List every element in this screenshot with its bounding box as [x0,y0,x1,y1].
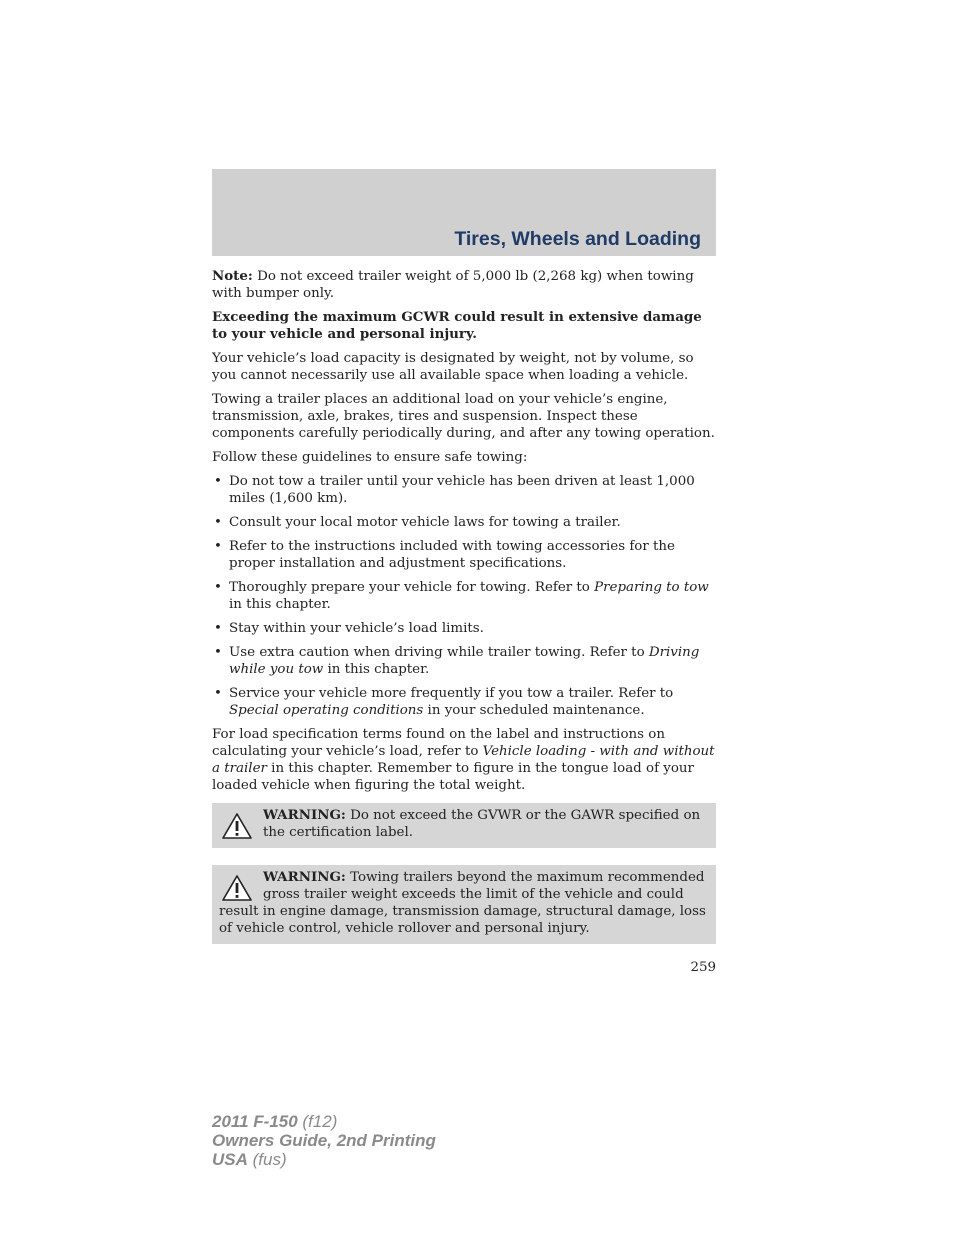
cross-reference: Vehicle loading - with and without a trailer [212,744,715,776]
towing-load-paragraph: Towing a trailer places an additional load on your vehicle’s engine, transmission, axle, brakes, tires and suspension. Inspect these components carefully periodically during, and after any towing operation. [212,392,715,441]
footer-line [212,1112,436,1131]
warning-box [212,865,716,944]
warning-triangle-icon [221,874,253,902]
cross-reference: Special operating conditions [229,703,424,718]
list-item [212,685,716,719]
gcwr-caution: Exceeding the maximum GCWR could result in extensive damage to your vehicle and personal injury. [212,309,702,342]
page-number: 259 [690,960,716,975]
footer-model: 2011 F-150 [212,1112,298,1131]
list-item-text: in this chapter. [229,597,331,612]
note-paragraph [212,268,716,302]
footer-market: USA [212,1150,248,1169]
warning-text: Do not exceed the GVWR or the GAWR specified on the certification label. [263,808,701,840]
guidelines-intro: Follow these guidelines to ensure safe towing: [212,450,528,465]
warning-triangle-icon [221,812,253,840]
list-item [212,644,716,678]
load-capacity-paragraph: Your vehicle’s load capacity is designated by weight, not by volume, so you cannot necessarily use all available space when loading a vehicle. [212,351,694,383]
load-spec-paragraph [212,726,716,794]
list-item: • Consult your local motor vehicle laws for towing a trailer. [212,514,716,531]
list-item: • Stay within your vehicle’s load limits. [212,620,716,637]
list-item: • Refer to the instructions included with towing accessories for the proper installation and adjustment specifications. [212,538,716,572]
note-text: Do not exceed trailer weight of 5,000 lb (2,268 kg) when towing with bumper only. [212,269,694,301]
list-item-text: Thoroughly prepare your vehicle for towing. Refer to [229,580,595,595]
cross-reference: Preparing to tow [594,580,709,595]
footer-line [212,1150,436,1169]
load-spec-text: in this chapter. Remember to figure in the tongue load of your loaded vehicle when figuring the total weight. [212,761,694,793]
cross-reference: Driving while you tow [229,645,700,677]
section-header-band [212,169,716,256]
load-spec-text: For load specification terms found on the label and instructions on calculating your vehicle’s load, refer to [212,727,665,759]
note-label: Note: [212,268,253,284]
list-item-text: Use extra caution when driving while trailer towing. Refer to [229,645,649,660]
warning-label: WARNING: [263,807,346,823]
guidelines-list [212,473,716,719]
warning-label: WARNING: [263,869,346,885]
list-item-text: Service your vehicle more frequently if you tow a trailer. Refer to [229,686,674,701]
list-item [212,579,716,613]
footer-market-code: (fus) [247,1150,287,1169]
warning-box [212,803,716,848]
section-title: Tires, Wheels and Loading [454,228,701,250]
list-item: • Do not tow a trailer until your vehicle has been driven at least 1,000 miles (1,600 km). [212,473,716,507]
list-item-text: in your scheduled maintenance. [423,703,645,718]
document-footer [212,1112,436,1169]
list-item-text: in this chapter. [323,662,430,677]
footer-code: (f12) [297,1112,338,1131]
footer-edition: Owners Guide, 2nd Printing [212,1131,436,1150]
warning-text: Towing trailers beyond the maximum recommended gross trailer weight exceeds the limit of the vehicle and could result in engine damage, transmission damage, structural damage, loss of vehicle control, vehicle rollover and personal injury. [219,870,706,936]
page-content [212,268,716,961]
